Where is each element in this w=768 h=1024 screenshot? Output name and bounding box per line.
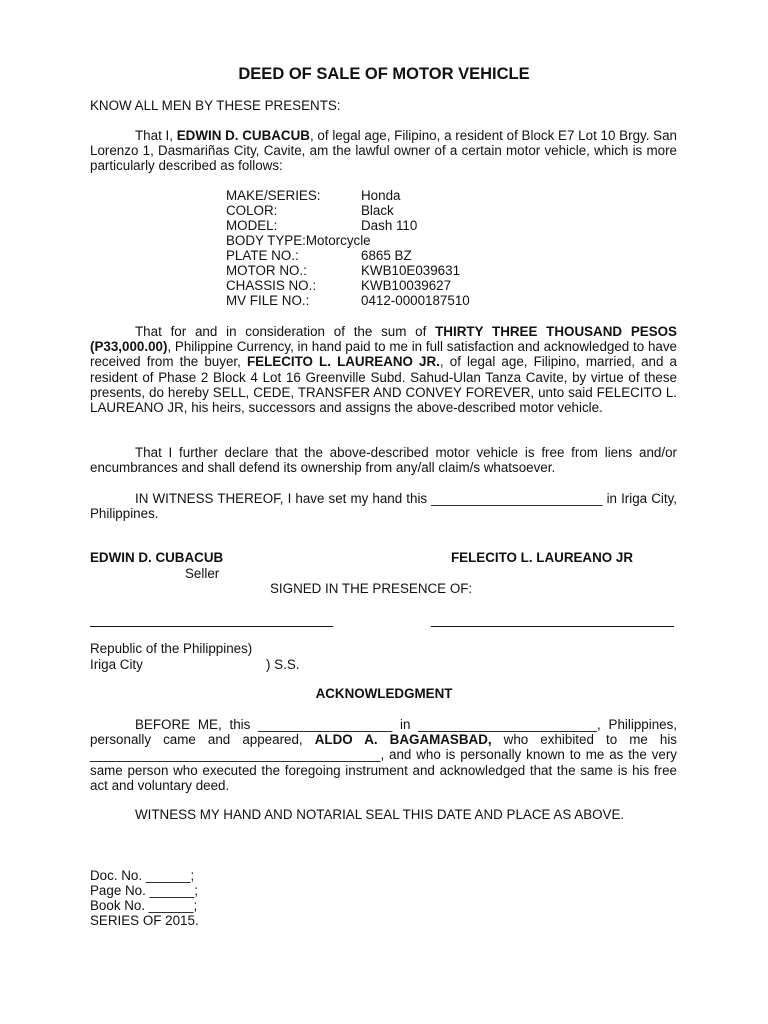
vehicle-row: MAKE/SERIES: Honda: [226, 188, 401, 203]
vehicle-row: MOTOR NO.: KWB10E039631: [226, 263, 461, 278]
intro-paragraph: [90, 128, 677, 174]
seller-signature-name: EDWIN D. CUBACUB: [90, 550, 224, 565]
acknowledgment-paragraph: BEFORE ME, this __________________ in ________________________, Philippines, personally came and appeared, ALDO A. BAGAMASBAD, who exhibited to me his _______________________________________, and who is personally known to me as the very same person who executed the foregoing instrument and acknowledged that the same is his free act and voluntary deed.: [90, 717, 678, 793]
acknowledgment-heading: ACKNOWLEDGMENT: [315, 686, 453, 701]
seller-name-inline: EDWIN D. CUBACUB: [176, 128, 310, 143]
seal-paragraph: WITNESS MY HAND AND NOTARIAL SEAL THIS DATE AND PLACE AS ABOVE.: [135, 807, 625, 822]
vehicle-row: PLATE NO.: 6865 BZ: [226, 248, 412, 263]
intro-pre: That I,: [135, 128, 177, 143]
venue-country: Republic of the Philippines): [90, 641, 253, 656]
book-number: Book No. ______;: [90, 898, 198, 913]
sale-amount: THIRTY THREE THOUSAND PESOS (P33,000.00): [90, 324, 677, 355]
doc-number: Doc. No. ______;: [90, 868, 195, 883]
witness-signature-line-left: [90, 626, 333, 627]
vehicle-row: COLOR: Black: [226, 203, 394, 218]
vehicle-row: MV FILE NO.: 0412-0000187510: [226, 293, 470, 308]
vehicle-row: MODEL: Dash 110: [226, 218, 418, 233]
intro-post: , of legal age, Filipino, a resident of Block E7 Lot 10 Brgy. San Lorenzo 1, Dasmariñas City, Cavite, am the lawful owner of a certain motor vehicle, which is more particularly described as follows:: [90, 128, 678, 174]
witness-signature-line-right: [431, 626, 674, 627]
venue-ss: ) S.S.: [266, 657, 300, 672]
document-title: DEED OF SALE OF MOTOR VEHICLE: [238, 65, 530, 83]
consideration-paragraph: That for and in consideration of the sum of THIRTY THREE THOUSAND PESOS (P33,000.00), Philippine Currency, in hand paid to me in full satisfaction and acknowledged to have received from the buyer, FELECITO L. LAUREANO JR., of legal age, Filipino, married, and a resident of Phase 2 Block 4 Lot 16 Greenville Subd. Sahud-Ulan Tanza Cavite, by virtue of these presents, do hereby SELL, CEDE, TRANSFER AND CONVEY FOREVER, unto said FELECITO L. LAUREANO JR, his heirs, successors and assigns the above-described motor vehicle.: [90, 324, 678, 416]
notary-appearer-name: ALDO A. BAGAMASBAD,: [314, 732, 492, 748]
buyer-name-inline: FELECITO L. LAUREANO JR.: [246, 354, 440, 370]
venue-city: Iriga City: [90, 657, 143, 672]
witness-paragraph: IN WITNESS THEREOF, I have set my hand this _______________________ in Iriga City, Philippines.: [90, 491, 677, 522]
opening-line: KNOW ALL MEN BY THESE PRESENTS:: [90, 98, 341, 113]
vehicle-row: CHASSIS NO.: KWB10039627: [226, 278, 452, 293]
declaration-paragraph: That I further declare that the above-described motor vehicle is free from liens and/or encumbrances and shall defend its ownership from any/all claim/s whatsoever.: [90, 445, 677, 476]
series-year: SERIES OF 2015.: [90, 913, 199, 928]
vehicle-row: BODY TYPE:Motorcycle: [226, 233, 371, 248]
buyer-signature-name: FELECITO L. LAUREANO JR: [451, 550, 634, 565]
seller-role-label: Seller: [185, 566, 220, 581]
presence-heading: SIGNED IN THE PRESENCE OF:: [270, 581, 473, 596]
page-number: Page No. ______;: [90, 883, 198, 898]
